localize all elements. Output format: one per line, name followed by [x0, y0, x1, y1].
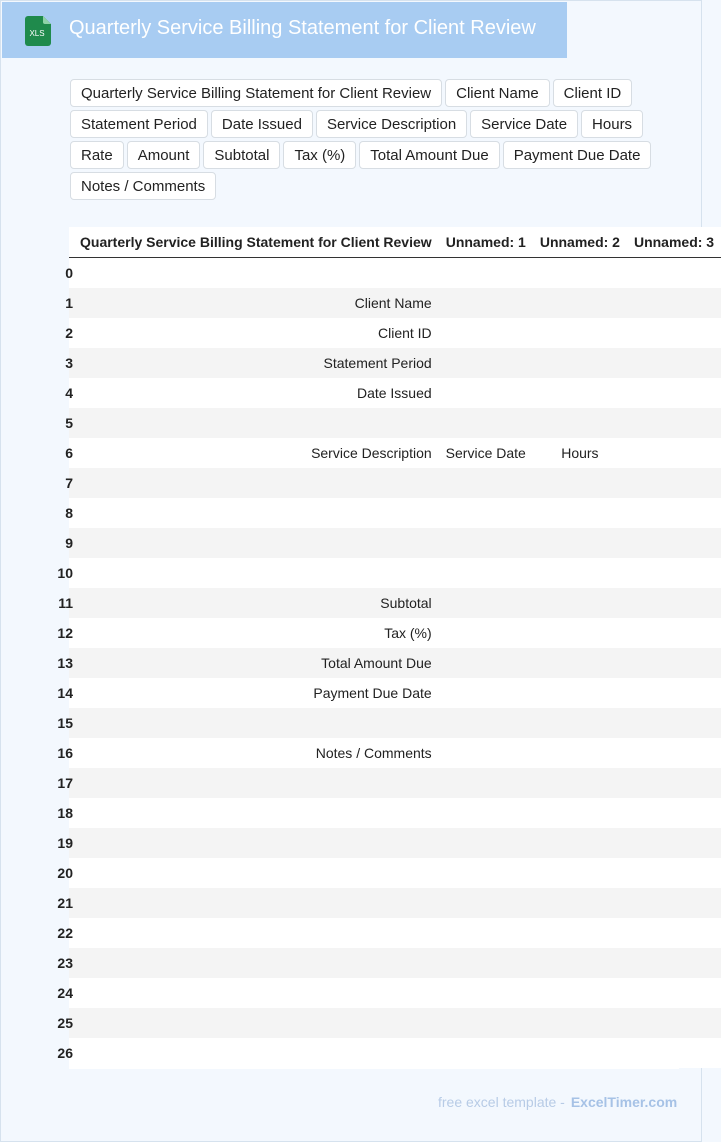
table-row: [69, 558, 721, 588]
table-cell[interactable]: [439, 1038, 533, 1068]
table-cell[interactable]: [533, 498, 627, 528]
row-index-label: 14: [57, 685, 73, 701]
svg-text:XLS: XLS: [29, 29, 45, 38]
table-cell[interactable]: [627, 828, 721, 858]
table-cell[interactable]: [627, 528, 721, 558]
table-cell[interactable]: [627, 948, 721, 978]
column-tag[interactable]: Client ID: [553, 79, 633, 107]
table-cell[interactable]: [73, 468, 439, 498]
column-tag[interactable]: Statement Period: [70, 110, 208, 138]
table-row: [69, 588, 721, 618]
table-cell[interactable]: [533, 1038, 627, 1068]
table-cell[interactable]: Client Name: [73, 288, 439, 318]
table-cell[interactable]: [533, 318, 627, 348]
column-tag[interactable]: Payment Due Date: [503, 141, 652, 169]
column-tag-list: [70, 79, 692, 200]
footer: [438, 1094, 677, 1110]
table-cell[interactable]: [73, 768, 439, 798]
table-cell[interactable]: Payment Due Date: [73, 678, 439, 708]
table-cell[interactable]: [439, 528, 533, 558]
table-cell[interactable]: [627, 408, 721, 438]
table-cell[interactable]: [73, 708, 439, 738]
table-cell[interactable]: Subtotal: [73, 588, 439, 618]
table-cell[interactable]: [73, 258, 439, 289]
table-cell[interactable]: [533, 918, 627, 948]
table-header-row: [69, 227, 721, 258]
table-cell[interactable]: [533, 798, 627, 828]
table-cell[interactable]: Tax (%): [73, 618, 439, 648]
table-cell[interactable]: [439, 648, 533, 678]
row-index-label: 3: [65, 355, 73, 371]
row-index-label: 16: [57, 745, 73, 761]
table-cell[interactable]: [439, 348, 533, 378]
table-cell[interactable]: Notes / Comments: [73, 738, 439, 768]
row-index-label: 26: [57, 1045, 73, 1061]
table-cell[interactable]: [533, 558, 627, 588]
table-cell[interactable]: [627, 888, 721, 918]
table-cell[interactable]: [439, 558, 533, 588]
row-index-label: 10: [57, 565, 73, 581]
row-index-label: 13: [57, 655, 73, 671]
table-cell[interactable]: [533, 678, 627, 708]
table-cell[interactable]: [439, 318, 533, 348]
table-cell[interactable]: [439, 738, 533, 768]
table-row: [69, 288, 721, 318]
table-row: [69, 858, 721, 888]
row-index-label: 15: [57, 715, 73, 731]
table-cell[interactable]: [533, 768, 627, 798]
table-cell[interactable]: [73, 408, 439, 438]
table-cell[interactable]: [627, 498, 721, 528]
table-cell[interactable]: Statement Period: [73, 348, 439, 378]
row-index-label: 1: [65, 295, 73, 311]
table-cell[interactable]: [439, 498, 533, 528]
table-cell[interactable]: [533, 408, 627, 438]
table-cell[interactable]: [73, 858, 439, 888]
table-cell[interactable]: [73, 978, 439, 1008]
table-cell[interactable]: [439, 678, 533, 708]
table-cell[interactable]: [627, 738, 721, 768]
table-row: [69, 798, 721, 828]
table-cell[interactable]: Hours: [533, 438, 627, 468]
table-cell[interactable]: [533, 378, 627, 408]
row-index-label: 9: [65, 535, 73, 551]
table-cell[interactable]: [627, 378, 721, 408]
row-index-label: 5: [65, 415, 73, 431]
table-cell[interactable]: [439, 588, 533, 618]
table-cell[interactable]: [533, 888, 627, 918]
table-cell[interactable]: [533, 258, 627, 289]
table-row: [69, 948, 721, 978]
table-cell[interactable]: [533, 708, 627, 738]
table-cell[interactable]: [627, 468, 721, 498]
table-cell[interactable]: [627, 1008, 721, 1038]
row-index-label: 23: [57, 955, 73, 971]
table-cell[interactable]: Client ID: [73, 318, 439, 348]
row-index-label: 7: [65, 475, 73, 491]
row-index-label: 21: [57, 895, 73, 911]
table-row: [69, 468, 721, 498]
table-cell[interactable]: [73, 498, 439, 528]
table-cell[interactable]: [627, 438, 721, 468]
xls-file-icon: [24, 16, 52, 46]
table-cell[interactable]: [627, 798, 721, 828]
row-index-label: 24: [57, 985, 73, 1001]
table-row: [69, 648, 721, 678]
column-tag[interactable]: Notes / Comments: [70, 172, 216, 200]
table-cell[interactable]: [439, 918, 533, 948]
table-cell[interactable]: [439, 468, 533, 498]
table-cell[interactable]: [533, 618, 627, 648]
table-row: [69, 888, 721, 918]
table-cell[interactable]: Total Amount Due: [73, 648, 439, 678]
row-index-label: 2: [65, 325, 73, 341]
table-cell[interactable]: [439, 618, 533, 648]
table-cell[interactable]: [439, 408, 533, 438]
table-row: [69, 918, 721, 948]
table-cell[interactable]: [533, 828, 627, 858]
table-cell[interactable]: [627, 768, 721, 798]
table-cell[interactable]: [627, 978, 721, 1008]
page-title: Quarterly Service Billing Statement for Client Review: [69, 17, 536, 39]
table-cell[interactable]: [533, 468, 627, 498]
column-tag[interactable]: Total Amount Due: [359, 141, 499, 169]
table-cell[interactable]: [73, 828, 439, 858]
table-cell[interactable]: [627, 708, 721, 738]
column-tag[interactable]: Client Name: [445, 79, 550, 107]
title-bar: [2, 2, 567, 58]
row-index-label: 25: [57, 1015, 73, 1031]
table-cell[interactable]: [533, 648, 627, 678]
row-index-label: 22: [57, 925, 73, 941]
column-tag[interactable]: Tax (%): [283, 141, 356, 169]
table-row: [69, 1008, 721, 1038]
table-row: [69, 378, 721, 408]
table-row: [69, 498, 721, 528]
row-index-label: 19: [57, 835, 73, 851]
row-index-label: 20: [57, 865, 73, 881]
column-header: Unnamed: 3: [627, 227, 721, 258]
table-cell[interactable]: [627, 618, 721, 648]
table-cell[interactable]: [533, 948, 627, 978]
row-index-label: 18: [57, 805, 73, 821]
column-tag[interactable]: Service Date: [470, 110, 578, 138]
table-row: [69, 708, 721, 738]
table-cell[interactable]: [439, 708, 533, 738]
table-cell[interactable]: [439, 768, 533, 798]
table-cell[interactable]: [533, 288, 627, 318]
row-index-label: 12: [57, 625, 73, 641]
table-cell[interactable]: [627, 288, 721, 318]
table-cell[interactable]: [439, 378, 533, 408]
column-header: Unnamed: 2: [533, 227, 627, 258]
table-cell[interactable]: [73, 528, 439, 558]
table-cell[interactable]: Service Date: [439, 438, 533, 468]
table-cell[interactable]: [627, 918, 721, 948]
table-cell[interactable]: [73, 558, 439, 588]
footer-brand-link[interactable]: ExcelTimer.com: [570, 1094, 678, 1110]
table-cell[interactable]: [627, 258, 721, 289]
table-row: [69, 768, 721, 798]
table-cell[interactable]: [439, 978, 533, 1008]
footer-text: free excel template -: [438, 1094, 565, 1110]
table-row: [69, 978, 721, 1008]
table-cell[interactable]: [533, 858, 627, 888]
row-index-label: 6: [65, 445, 73, 461]
table-cell[interactable]: [73, 1038, 439, 1068]
table-row: [69, 318, 721, 348]
table-row: [69, 828, 721, 858]
table-cell[interactable]: [439, 828, 533, 858]
table-row: [69, 528, 721, 558]
table-cell[interactable]: [627, 648, 721, 678]
column-tag[interactable]: Amount: [127, 141, 201, 169]
table-cell[interactable]: [439, 798, 533, 828]
table-row: [69, 618, 721, 648]
table-cell[interactable]: [533, 978, 627, 1008]
table-cell[interactable]: [533, 1008, 627, 1038]
table-cell[interactable]: [533, 588, 627, 618]
table-cell[interactable]: [627, 558, 721, 588]
table-cell[interactable]: [627, 588, 721, 618]
table-cell[interactable]: [533, 528, 627, 558]
row-index-label: 8: [65, 505, 73, 521]
column-tag[interactable]: Rate: [70, 141, 124, 169]
table-row: [69, 438, 721, 468]
table-row: [69, 1038, 721, 1068]
table-cell[interactable]: [439, 948, 533, 978]
table-cell[interactable]: Date Issued: [73, 378, 439, 408]
table-row: [69, 258, 721, 289]
table-cell[interactable]: [73, 918, 439, 948]
row-index-label: 11: [58, 595, 73, 611]
table-cell[interactable]: [439, 288, 533, 318]
table-cell[interactable]: [439, 258, 533, 289]
row-index-label: 0: [65, 265, 73, 281]
data-table: [57, 227, 721, 1068]
table-row: [69, 738, 721, 768]
row-index-label: 17: [57, 775, 73, 791]
column-tag[interactable]: Hours: [581, 110, 643, 138]
column-tag[interactable]: Subtotal: [203, 141, 280, 169]
table-cell[interactable]: [627, 348, 721, 378]
data-table-viewport[interactable]: [57, 227, 715, 1069]
table-cell[interactable]: [439, 888, 533, 918]
table-cell[interactable]: [627, 858, 721, 888]
column-tag[interactable]: Service Description: [316, 110, 467, 138]
table-cell[interactable]: [73, 798, 439, 828]
table-row: [69, 348, 721, 378]
row-index-label: 4: [65, 385, 73, 401]
column-tag[interactable]: Date Issued: [211, 110, 313, 138]
table-cell[interactable]: [533, 738, 627, 768]
table-cell[interactable]: [627, 678, 721, 708]
table-cell[interactable]: [439, 1008, 533, 1038]
table-row: [69, 678, 721, 708]
table-cell[interactable]: [73, 948, 439, 978]
table-row: [69, 408, 721, 438]
column-header: Unnamed: 1: [439, 227, 533, 258]
table-cell[interactable]: [439, 858, 533, 888]
table-cell[interactable]: [533, 348, 627, 378]
column-header: Quarterly Service Billing Statement for Client Review: [73, 227, 439, 258]
table-cell[interactable]: [627, 1038, 721, 1068]
table-cell[interactable]: [73, 888, 439, 918]
table-cell[interactable]: Service Description: [73, 438, 439, 468]
table-cell[interactable]: [627, 318, 721, 348]
column-tag[interactable]: Quarterly Service Billing Statement for Client Review: [70, 79, 442, 107]
table-cell[interactable]: [73, 1008, 439, 1038]
